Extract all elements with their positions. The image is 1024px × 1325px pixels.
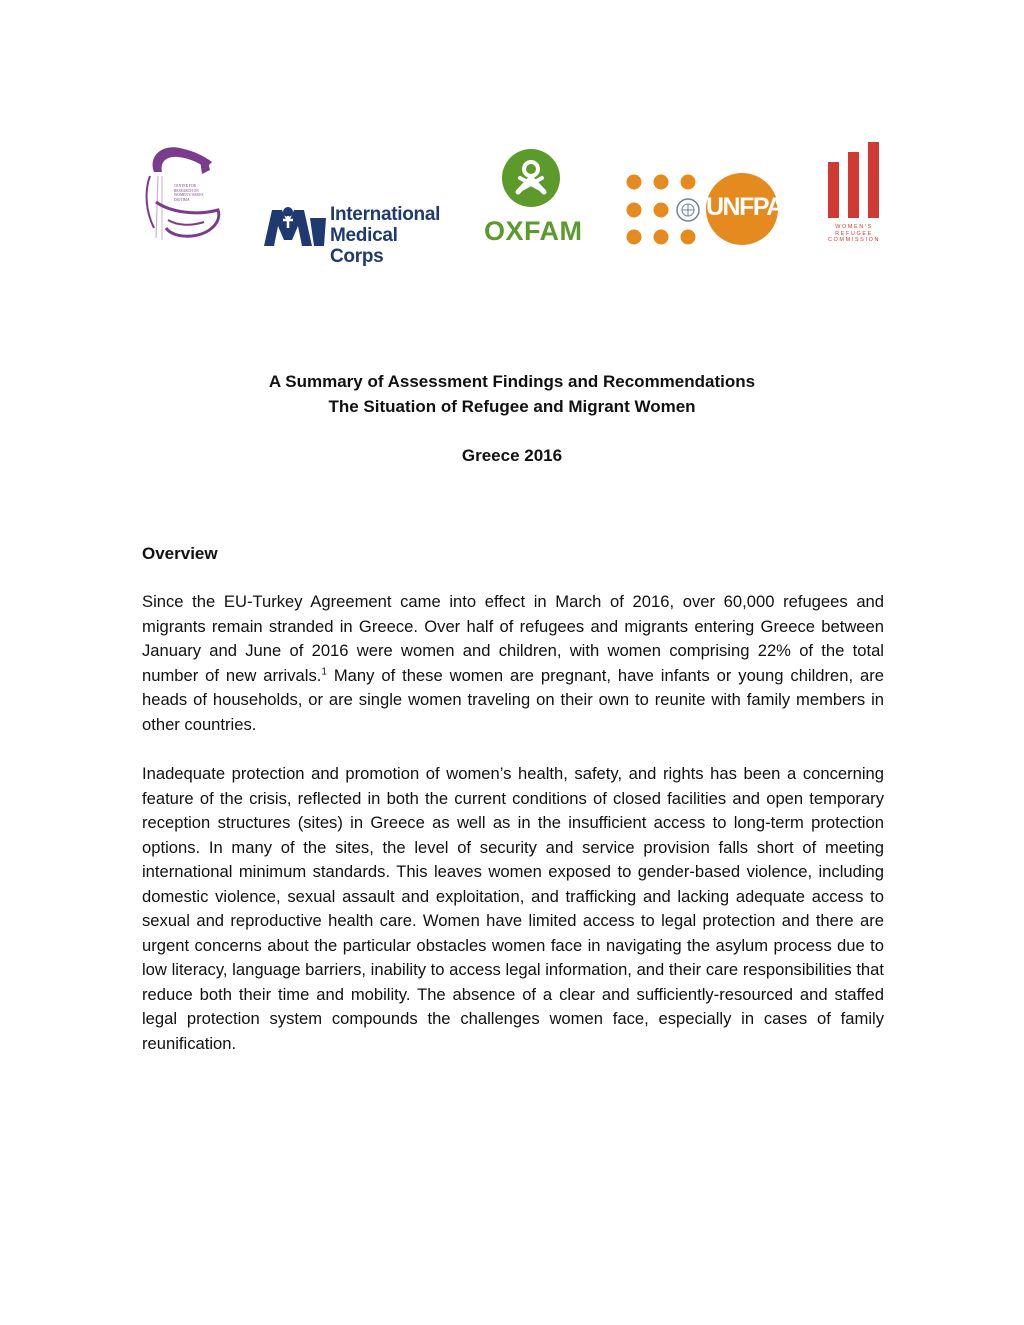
oxfam-logo [484, 148, 583, 248]
wrc-logo-text [824, 224, 884, 244]
imc-logo-line-1: International [330, 204, 441, 225]
imc-emblem-icon [262, 204, 328, 248]
wrc-logo-line-3: COMMISSION [827, 237, 881, 243]
oxfam-logo-text: OXFAM [484, 216, 583, 246]
document-title: A Summary of Assessment Findings and Recommendations [268, 372, 756, 391]
overview-heading: Overview [142, 544, 218, 563]
womens-refugee-commission-logo [824, 142, 884, 248]
document-subtitle: The Situation of Refugee and Migrant Women [328, 397, 696, 416]
wrc-logo-line-1: WOMEN'S [835, 224, 873, 230]
wrc-logo-line-2: REFUGEE [835, 230, 873, 237]
overview-paragraph-2: Inadequate protection and promotion of women’s health, safety, and rights has been a concerning feature of the crisis, reflected in both the current conditions of closed facilities and open temporary reception structures (sites) in Greece as well as in the insufficient access to long-term protection options. In many of the sites, the level of security and service provision falls short of meeting international minimum standards. This leaves women exposed to gender-based violence, including domestic violence, sexual assault and exploitation, and trafficking and lacking adequate access to sexual and reproductive health care. Women have limited access to legal protection and there are urgent concerns about the particular obstacles women face in navigating the asylum process due to low literacy, language barriers, inability to access legal information, and their care responsibilities that reduce both their time and mobility. The absence of a clear and sufficiently-resourced and staffed legal protection system compounds the challenges women face, especially in cases of family reunification. [142, 764, 884, 1053]
document-year: Greece 2016 [461, 446, 563, 465]
overview-paragraph-1-text: Since the EU-Turkey Agreement came into effect in March of 2016, over 60,000 refugees and migrants remain stranded in Greece. Over half of refugees and migrants entering Greece between January and June of 2016 were women and children, with women comprising 22% of the total number of new arrivals. [142, 592, 884, 685]
imc-logo-text [330, 204, 450, 267]
diotima-logo-text: CENTER FOR RESEARCH ON WOMEN'S ISSUES DIOTIMA [174, 184, 204, 202]
unfpa-logo-text: UNFPA [706, 193, 783, 221]
unfpa-logo [622, 170, 782, 248]
overview-paragraph-1-continued: Many of these women are pregnant, have infants or young children, are heads of households, or are single women traveling on their own to reunite with family members in other countries. [142, 665, 885, 734]
wrc-bars-icon [824, 142, 884, 222]
oxfam-emblem-icon [484, 148, 578, 212]
imc-logo-line-2: Medical Corps [330, 225, 398, 267]
international-medical-corps-logo [262, 200, 450, 267]
diotima-logo [140, 142, 226, 248]
overview-paragraph-1 [142, 590, 884, 737]
footnote-marker[interactable]: 1 [321, 665, 327, 677]
